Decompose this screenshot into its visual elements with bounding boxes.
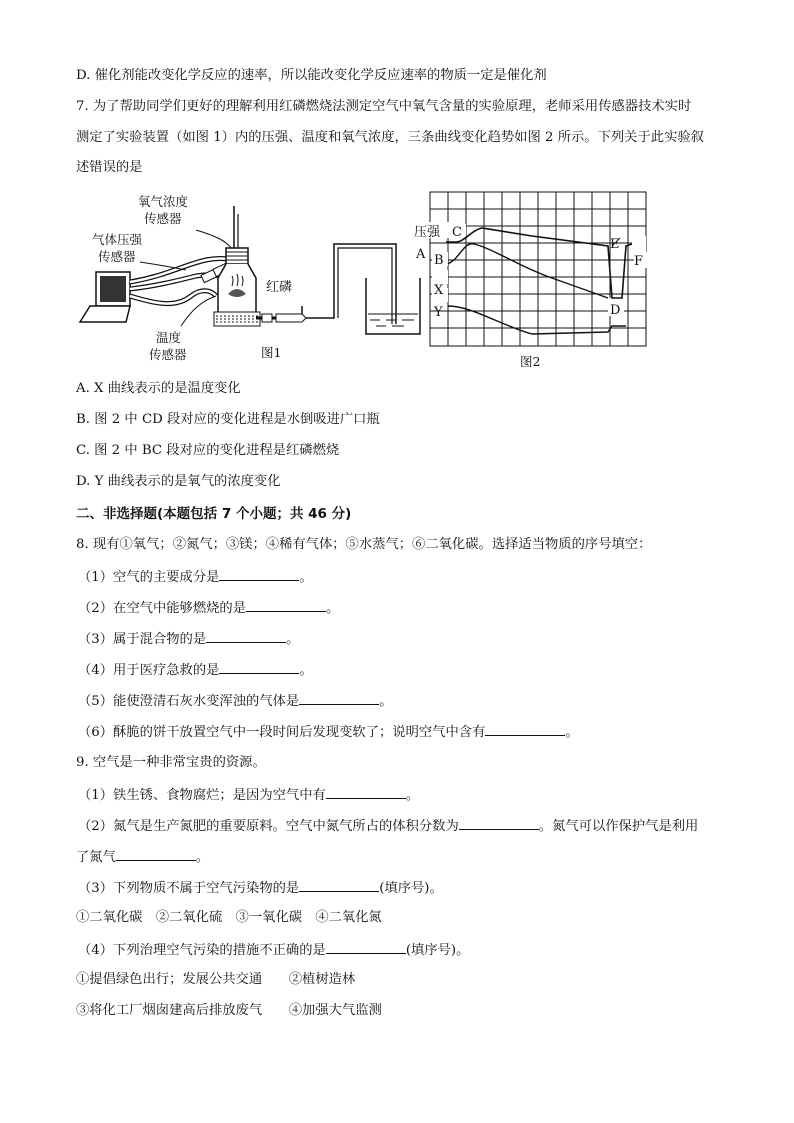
label-b: B (434, 253, 444, 268)
q8-item-3: （3）属于混合物的是 。 (78, 629, 299, 649)
q9-item-3: （3）下列物质不属于空气污染物的是 (填序号)。 (78, 878, 443, 898)
figure1-caption: 图1 (261, 345, 282, 360)
q8-stem: 8. 现有①氧气；②氮气；③镁；④稀有气体；⑤水蒸气；⑥二氧化碳。选择适当物质的序号填空： (76, 537, 652, 552)
label-x: X (434, 283, 444, 298)
answer-blank[interactable] (299, 691, 379, 705)
q9-item-2-line2: 了氮气 。 (76, 847, 209, 867)
q8-item-1: （1）空气的主要成分是 。 (78, 567, 313, 587)
q8-item-5: （5）能使澄清石灰水变浑浊的气体是 。 (78, 691, 393, 711)
oxygen-sensor-label-2: 传感器 (144, 211, 182, 226)
label-f: F (634, 254, 644, 269)
q9-item-4-choices-2: ③将化工厂烟囱建高后排放废气 ④加强大气监测 (76, 1003, 382, 1018)
figure2-caption: 图2 (520, 354, 541, 369)
grid (430, 192, 646, 346)
figure1-apparatus (76, 186, 426, 366)
label-y: Y (434, 305, 443, 320)
q7-stem-line1: 7. 为了帮助同学们更好的理解利用红磷燃烧法测定空气中氧气含量的实验原理，老师采用传感器技术实时 (76, 99, 692, 114)
pressure-sensor-label-2: 传感器 (98, 249, 136, 264)
answer-blank[interactable] (326, 785, 406, 799)
label-a: A (416, 247, 426, 262)
q8-item-4: （4）用于医疗急救的是 。 (78, 660, 313, 680)
q8-item-6: （6）酥脆的饼干放置空气中一段时间后发现变软了；说明空气中含有 。 (78, 722, 579, 742)
red-phosphorus-label: 红磷 (266, 280, 293, 295)
q9-item-4-choices-1: ①提倡绿色出行；发展公共交通 ②植树造林 (76, 972, 356, 987)
answer-blank[interactable] (219, 567, 299, 581)
q9-item-3-choices: ①二氧化碳 ②二氧化硫 ③一氧化碳 ④二氧化氮 (76, 910, 382, 925)
q7-option-d: D. Y 曲线表示的是氧气的浓度变化 (76, 474, 281, 489)
q8-item-2: （2）在空气中能够燃烧的是 。 (78, 598, 339, 618)
answer-blank[interactable] (219, 660, 299, 674)
answer-blank[interactable] (246, 598, 326, 612)
oxygen-sensor-label-1: 氧气浓度 (138, 194, 189, 209)
q7-option-a: A. X 曲线表示的是温度变化 (76, 381, 241, 396)
laptop-icon (80, 272, 130, 322)
q7-stem-line2: 测定了实验装置（如图 1）内的压强、温度和氧气浓度，三条曲线变化趋势如图 2 所示。下列关于此实验叙 (76, 130, 704, 145)
pressure-label: 压强 (414, 225, 441, 240)
label-d: D (610, 303, 621, 318)
pressure-sensor-label-1: 气体压强 (92, 232, 143, 247)
q9-stem: 9. 空气是一种非常宝贵的资源。 (76, 755, 266, 770)
label-c: C (452, 225, 462, 240)
q7-stem-line3: 述错误的是 (76, 160, 143, 175)
temp-sensor-label-1: 温度 (156, 330, 182, 345)
q7-option-c: C. 图 2 中 BC 段对应的变化进程是红磷燃烧 (76, 443, 340, 458)
temp-sensor-label-2: 传感器 (149, 347, 187, 362)
answer-blank[interactable] (459, 816, 539, 830)
q9-item-4: （4）下列治理空气污染的措施不正确的是 (填序号)。 (78, 940, 469, 960)
answer-blank[interactable] (116, 847, 196, 861)
q6-option-d: D. 催化剂能改变化学反应的速率，所以能改变化学反应速率的物质一定是催化剂 (76, 68, 547, 83)
q7-option-b: B. 图 2 中 CD 段对应的变化进程是水倒吸进广口瓶 (76, 412, 380, 427)
label-e: E (610, 237, 620, 252)
answer-blank[interactable] (299, 878, 379, 892)
answer-blank[interactable] (326, 940, 406, 954)
section2-heading: 二、非选择题(本题包括 7 个小题；共 46 分) (76, 506, 352, 522)
answer-blank[interactable] (485, 722, 565, 736)
answer-blank[interactable] (206, 629, 286, 643)
q9-item-2: （2）氮气是生产氮肥的重要原料。空气中氮气所占的体积分数为 。氮气可以作保护气是利用 (78, 816, 698, 836)
q9-item-1: （1）铁生锈、食物腐烂；是因为空气中有 。 (78, 785, 419, 805)
figure2-graph (412, 186, 652, 374)
